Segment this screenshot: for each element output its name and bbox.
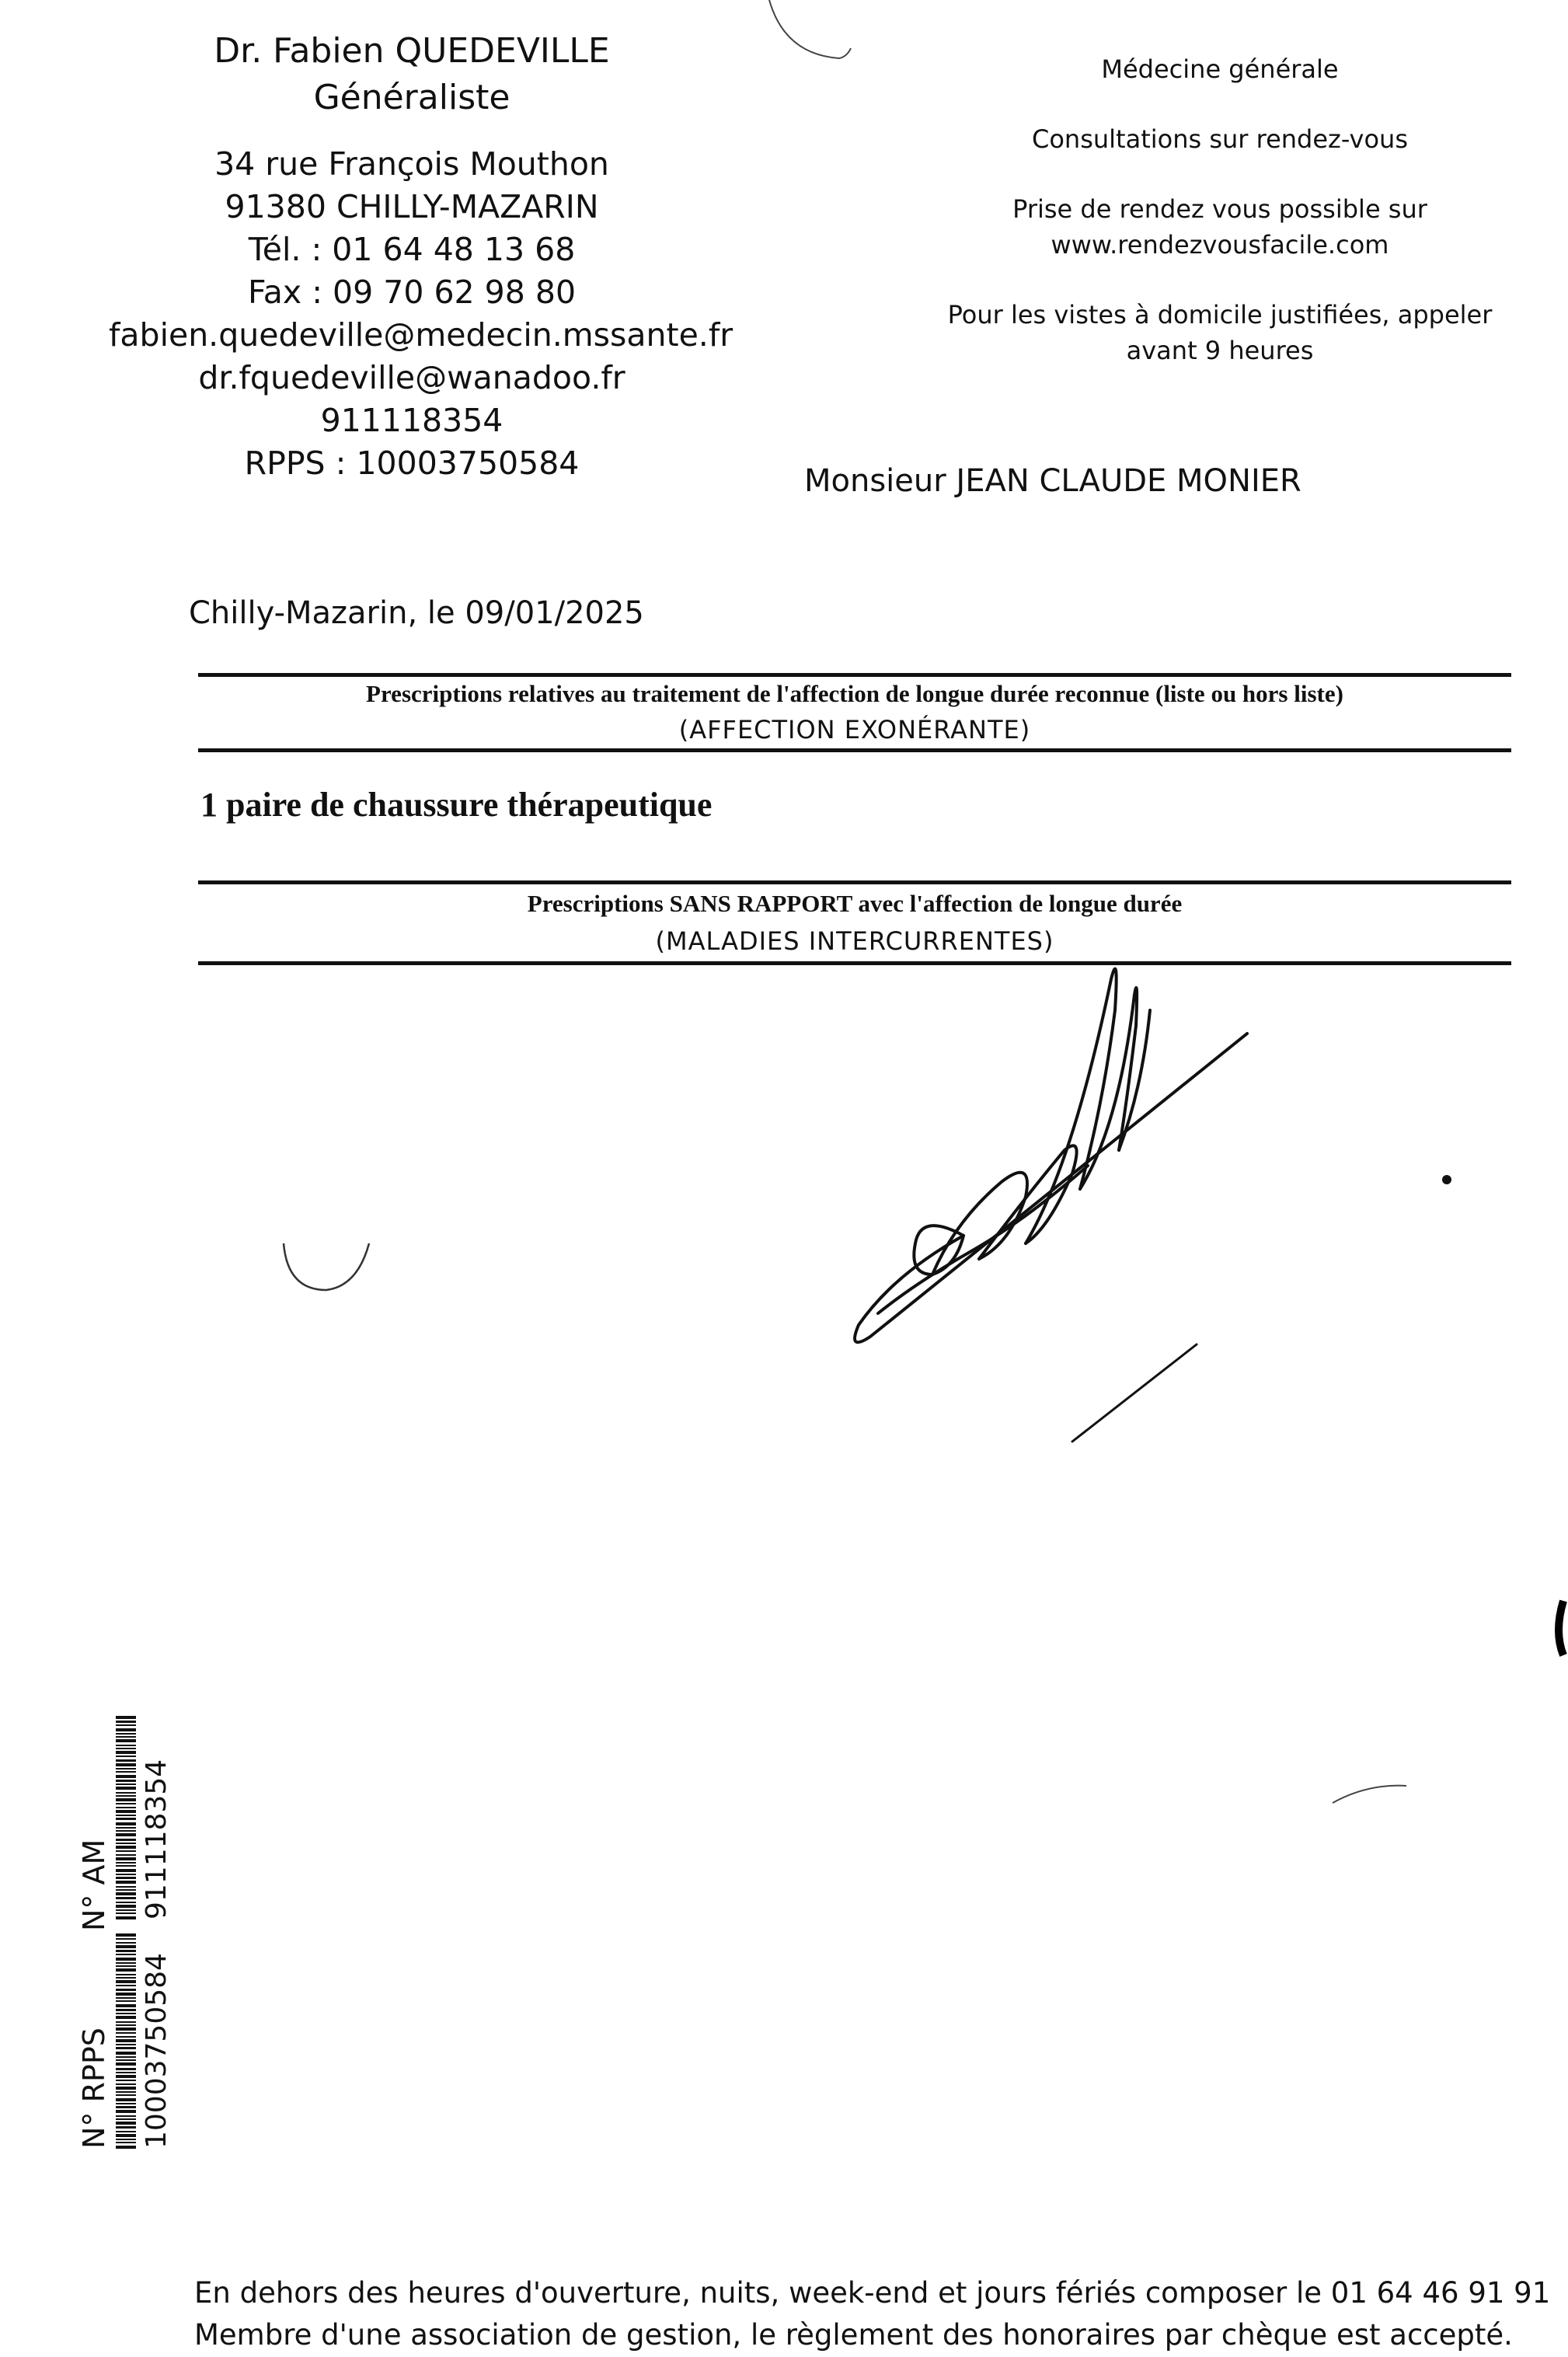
- barcode-bar: [116, 1980, 136, 1983]
- barcode-bar: [116, 1780, 136, 1782]
- barcode-bar: [116, 1950, 136, 1952]
- barcode-bar: [116, 1942, 136, 1944]
- barcode-bar: [116, 1736, 136, 1738]
- barcode-bar: [116, 2110, 136, 2113]
- barcode-bar: [116, 2139, 136, 2140]
- barcode-bar: [116, 1830, 136, 1832]
- barcode-bar: [116, 1892, 136, 1895]
- pencil-arc-mark-top: [769, 0, 851, 58]
- ald-heading: Prescriptions relatives au traitement de l'affection de longue durée reconnue (liste ou hors liste): [366, 680, 1343, 707]
- barcode-bar: [116, 1833, 136, 1836]
- barcode-bar: [116, 2013, 136, 2014]
- barcode-bar: [116, 1716, 136, 1719]
- barcode-bar: [116, 2000, 136, 2002]
- email-mssante: fabien.quedeville@medecin.mssante.fr: [109, 316, 733, 354]
- am-barcode-label: N° AM: [77, 1839, 111, 1931]
- barcode-bar: [116, 1902, 136, 1903]
- barcode-bar: [116, 2016, 136, 2019]
- barcode-bar: [116, 1721, 136, 1723]
- barcode-bar: [116, 1905, 136, 1908]
- barcode-bar: [116, 2032, 136, 2034]
- barcode-bar: [116, 2118, 136, 2120]
- barcode-bar: [116, 1822, 136, 1825]
- identifier-barcodes: [66, 1714, 172, 2149]
- barcode-bar: [116, 1977, 136, 1979]
- barcode-bar: [116, 2009, 136, 2011]
- barcode-bar: [116, 1997, 136, 1999]
- rpps-barcode-label: N° RPPS: [77, 2028, 111, 2149]
- barcode-bar: [116, 1958, 136, 1961]
- barcode-bar: [116, 2039, 136, 2042]
- barcode-bar: [116, 1846, 136, 1849]
- barcode-bar: [116, 2134, 136, 2137]
- barcode-bar: [116, 1775, 136, 1778]
- am-barcode: [116, 1714, 136, 1919]
- edge-mark: [1559, 1601, 1563, 1655]
- barcode-bar: [116, 2021, 136, 2023]
- barcode-bar: [116, 2075, 136, 2078]
- doctor-name: Dr. Fabien QUEDEVILLE: [214, 31, 610, 71]
- pencil-arc-mark: [284, 1243, 369, 1290]
- specialty: Médecine générale: [1101, 54, 1339, 84]
- barcode-bar: [116, 1771, 136, 1773]
- barcode-bar: [116, 1877, 136, 1879]
- rpps-barcode: [116, 1931, 136, 2149]
- barcode-bar: [116, 2106, 136, 2108]
- barcode-bar: [116, 1865, 136, 1867]
- barcode-bar: [116, 1783, 136, 1785]
- barcode-bar: [116, 2028, 136, 2031]
- doctor-title: Généraliste: [313, 78, 510, 117]
- barcode-bar: [116, 2052, 136, 2055]
- barcode-bar: [116, 2091, 136, 2093]
- barcode-bar: [116, 1728, 136, 1731]
- footer-emergency-line: En dehors des heures d'ouverture, nuits, week-end et jours fériés composer le 01 64 46 91 91: [194, 2276, 1551, 2310]
- barcode-bar: [116, 1993, 136, 1996]
- barcode-bar: [116, 1912, 136, 1914]
- consultations-note: Consultations sur rendez-vous: [1032, 124, 1408, 154]
- barcode-bar: [116, 2115, 136, 2117]
- booking-line-1: Prise de rendez vous possible sur: [1012, 194, 1427, 224]
- barcode-bar: [116, 2062, 136, 2066]
- barcode-bar: [116, 1807, 136, 1808]
- fax: Fax : 09 70 62 98 80: [247, 274, 577, 311]
- barcode-bar: [116, 2146, 136, 2149]
- barcode-bar: [116, 2087, 136, 2090]
- barcode-bar: [116, 1874, 136, 1875]
- am-number: 911118354: [320, 402, 504, 439]
- barcode-bar: [116, 1897, 136, 1899]
- barcode-bar: [116, 1768, 136, 1769]
- barcode-bar: [116, 1759, 136, 1762]
- barcode-bar: [116, 1803, 136, 1804]
- barcode-bar: [116, 2024, 136, 2026]
- barcode-bar: [116, 2131, 136, 2132]
- barcode-bar: [116, 2072, 136, 2073]
- barcode-bar: [116, 1938, 136, 1940]
- barcode-bar: [116, 1850, 136, 1852]
- booking-website: www.rendezvousfacile.com: [1051, 230, 1389, 260]
- ink-dot: [1442, 1175, 1451, 1184]
- pen-stroke: [1072, 1344, 1197, 1442]
- barcode-bar: [116, 1756, 136, 1757]
- barcode-bar: [116, 1916, 136, 1919]
- am-barcode-number: 911118354: [141, 1759, 172, 1919]
- barcode-bar: [116, 2103, 136, 2104]
- barcode-bar: [116, 2044, 136, 2045]
- barcode-bar: [116, 1954, 136, 1955]
- prescription-item: 1 paire de chaussure thérapeutique: [200, 786, 713, 824]
- barcode-bar: [116, 1733, 136, 1735]
- barcode-bar: [116, 2068, 136, 2070]
- barcode-bar: [116, 1818, 136, 1820]
- barcode-bar: [116, 1810, 136, 1813]
- ald-subheading: (AFFECTION EXONÉRANTE): [678, 715, 1031, 744]
- address-line-2: 91380 CHILLY-MAZARIN: [225, 188, 599, 225]
- barcode-bar: [116, 1965, 136, 1967]
- barcode-bar: [116, 1854, 136, 1856]
- barcode-bar: [116, 1792, 136, 1794]
- barcode-bar: [116, 1869, 136, 1872]
- barcode-bar: [116, 2056, 136, 2058]
- date-line: Chilly-Mazarin, le 09/01/2025: [189, 595, 644, 631]
- rpps-barcode-number: 10003750584: [141, 1953, 172, 2149]
- barcode-bar: [116, 1933, 136, 1937]
- barcode-bar: [116, 1798, 136, 1801]
- barcode-bar: [116, 1787, 136, 1790]
- barcode-bar: [116, 1745, 136, 1746]
- barcode-bar: [116, 1843, 136, 1844]
- home-visits-line-1: Pour les vistes à domicile justifiées, appeler: [947, 300, 1493, 329]
- barcode-bar: [116, 1989, 136, 1991]
- barcode-bar: [116, 1827, 136, 1829]
- barcode-bar: [116, 2004, 136, 2007]
- barcode-bar: [116, 1985, 136, 1986]
- barcode-bar: [116, 2142, 136, 2143]
- barcode-bar: [116, 1795, 136, 1797]
- other-heading: Prescriptions SANS RAPPORT avec l'affection de longue durée: [527, 890, 1183, 917]
- barcode-bar: [116, 2122, 136, 2125]
- barcode-bar: [116, 2126, 136, 2129]
- barcode-bar: [116, 1909, 136, 1911]
- rpps-number: RPPS : 10003750584: [244, 445, 580, 482]
- barcode-bar: [116, 1751, 136, 1754]
- barcode-bar: [116, 2094, 136, 2096]
- pencil-dash-mark: [1333, 1786, 1406, 1803]
- barcode-bar: [116, 1945, 136, 1948]
- phone: Tél. : 01 64 48 13 68: [248, 231, 576, 268]
- barcode-bar: [116, 1857, 136, 1860]
- footer: [194, 2272, 1551, 2356]
- footer-payment-line: Membre d'une association de gestion, le règlement des honoraires par chèque est accepté.: [194, 2318, 1513, 2352]
- barcode-bar: [116, 2036, 136, 2038]
- address-line-1: 34 rue François Mouthon: [214, 145, 609, 183]
- other-subheading: (MALADIES INTERCURRENTES): [655, 926, 1054, 956]
- barcode-bar: [116, 1889, 136, 1891]
- handwritten-signature: [855, 969, 1247, 1343]
- email-wanadoo: dr.fquedeville@wanadoo.fr: [198, 359, 625, 396]
- home-visits-line-2: avant 9 heures: [1126, 336, 1314, 365]
- barcode-bar: [116, 1974, 136, 1975]
- barcode-bar: [116, 1886, 136, 1888]
- barcode-bar: [116, 2098, 136, 2101]
- barcode-bar: [116, 1815, 136, 1816]
- barcode-bar: [116, 1968, 136, 1972]
- barcode-bar: [116, 1739, 136, 1742]
- barcode-bar: [116, 1962, 136, 1964]
- barcode-bar: [116, 2083, 136, 2085]
- barcode-bar: [116, 2080, 136, 2081]
- barcode-bar: [116, 1724, 136, 1726]
- barcode-bar: [116, 1862, 136, 1864]
- barcode-bar: [116, 1839, 136, 1841]
- patient-name: Monsieur JEAN CLAUDE MONIER: [804, 463, 1301, 499]
- barcode-bar: [116, 1881, 136, 1884]
- barcode-bar: [116, 1763, 136, 1766]
- barcode-bar: [116, 2059, 136, 2061]
- barcode-bar: [116, 1748, 136, 1749]
- barcode-bar: [116, 2047, 136, 2049]
